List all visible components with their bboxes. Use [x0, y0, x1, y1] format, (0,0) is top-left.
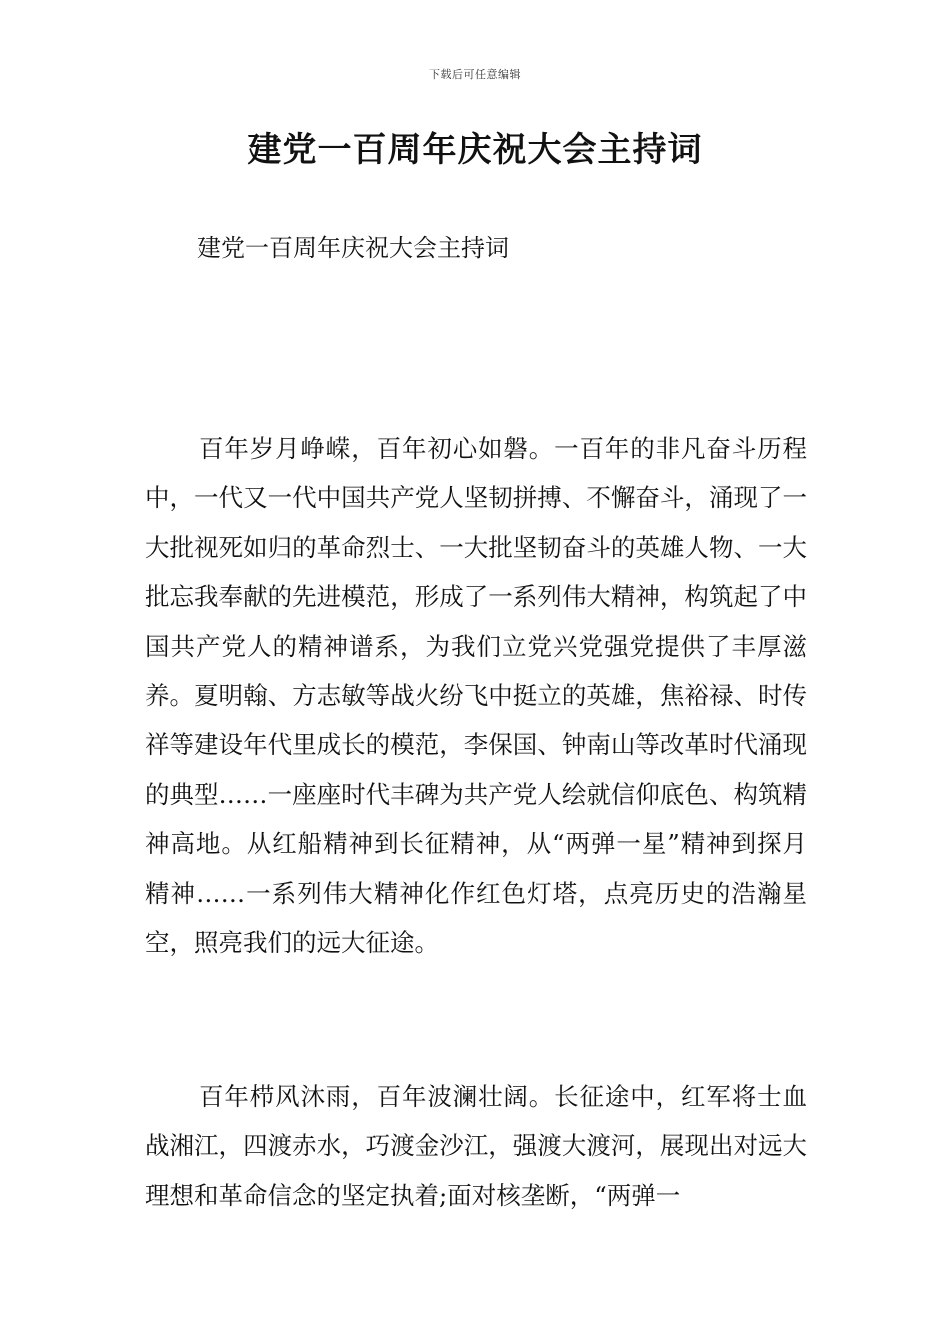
- document-title: 建党一百周年庆祝大会主持词: [247, 130, 703, 170]
- paragraph-2: 百年栉风沐雨，百年波澜壮阔。长征途中，红军将士血战湘江，四渡赤水，巧渡金沙江，强渡大渡河，展现出对远大理想和革命信念的坚定执着;面对核垄断，“两弹一: [145, 1082, 807, 1210]
- paragraph-1: 百年岁月峥嵘，百年初心如磐。一百年的非凡奋斗历程中，一代又一代中国共产党人坚韧拼搏、不懈奋斗，涌现了一大批视死如归的革命烈士、一大批坚韧奋斗的英雄人物、一大批忘我奉献的先进模范，形成了一系列伟大精神，构筑起了中国共产党人的精神谱系，为我们立党兴党强党提供了丰厚滋养。夏明翰、方志敏等战火纷飞中挺立的英雄，焦裕禄、时传祥等建设年代里成长的模范，李保国、钟南山等改革时代涌现的典型……一座座时代丰碑为共产党人绘就信仰底色、构筑精神高地。从红船精神到长征精神，从“两弹一星”精神到探月精神……一系列伟大精神化作红色灯塔，点亮历史的浩瀚星空，照亮我们的远大征途。: [145, 434, 807, 958]
- header-note: 下载后可任意编辑: [429, 68, 521, 81]
- document-subtitle: 建党一百周年庆祝大会主持词: [197, 234, 509, 262]
